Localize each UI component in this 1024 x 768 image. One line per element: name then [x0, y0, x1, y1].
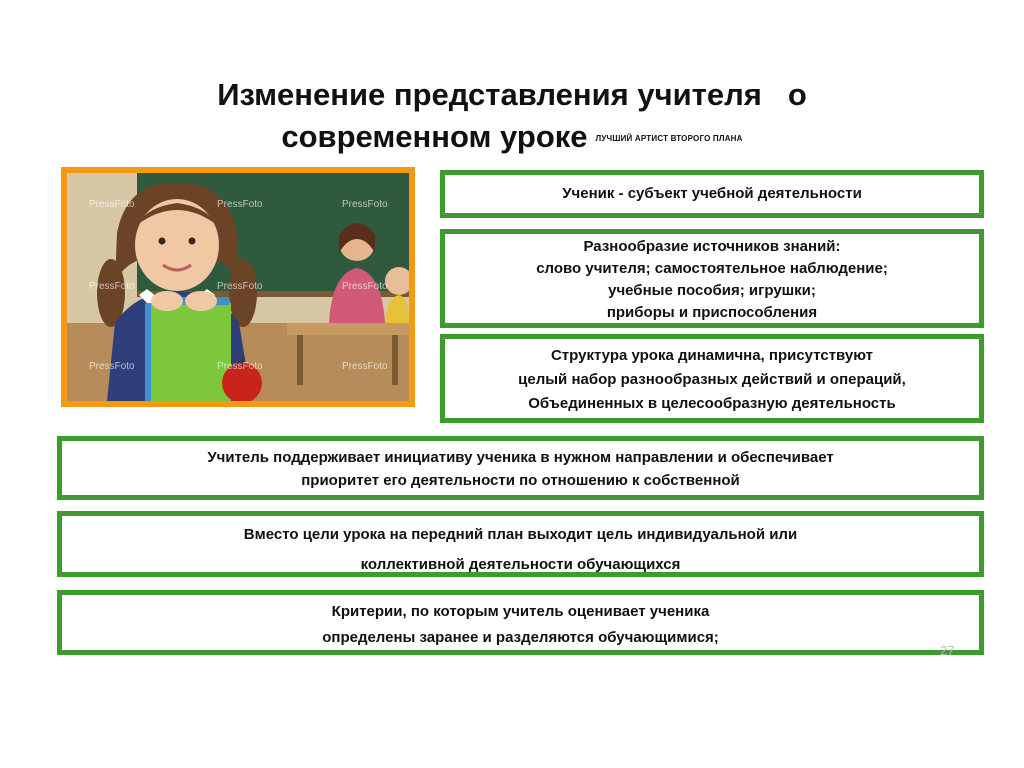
slide-title-line-1 — [0, 76, 1024, 114]
watermark-5: PressFoto — [217, 281, 263, 292]
box-line: учебные пособия; игрушки; — [608, 282, 816, 299]
watermark-4: PressFoto — [89, 281, 135, 292]
title-part-1: Изменение представления учителя — [217, 77, 762, 112]
text-box-student-subject — [440, 170, 984, 218]
box-line: Критерии, по которым учитель оценивает ученика — [331, 603, 710, 620]
classroom-photo — [67, 173, 409, 401]
box-line: коллективной деятельности обучающихся — [360, 556, 681, 573]
text-box-teacher-support — [57, 436, 984, 500]
box-line: Структура урока динамична, присутствуют — [550, 347, 874, 364]
title-subscript: ЛУЧШИЙ АРТИСТ ВТОРОГО ПЛАНА — [595, 133, 743, 143]
classroom-illustration — [67, 173, 409, 401]
text-box-lesson-goal — [57, 511, 984, 577]
box-line: слово учителя; самостоятельное наблюдение; — [536, 260, 888, 277]
watermark-3: PressFoto — [342, 199, 388, 210]
box-line: Вместо цели урока на передний план выходит цель индивидуальной или — [243, 526, 798, 543]
box-line: определены заранее и разделяются обучающимися; — [322, 629, 719, 646]
title-part-2: о — [787, 77, 807, 112]
watermark-8: PressFoto — [217, 361, 263, 372]
watermark-6: PressFoto — [342, 281, 388, 292]
box-line: Учитель поддерживает инициативу ученика в нужном направлении и обеспечивает — [207, 449, 834, 466]
box-line: Разнообразие источников знаний: — [583, 238, 841, 255]
box-line: приоритет его деятельности по отношению к собственной — [301, 472, 740, 489]
box-line: Объединенных в целесообразную деятельность — [528, 395, 896, 412]
slide-title-line-2 — [0, 118, 1024, 158]
box-line: целый набор разнообразных действий и операций, — [518, 371, 906, 388]
watermark-1: PressFoto — [89, 199, 135, 210]
text-box-criteria — [57, 590, 984, 655]
watermark-7: PressFoto — [89, 361, 135, 372]
page-number: 27 — [940, 643, 955, 658]
photo-frame — [61, 167, 415, 407]
box-line: Ученик - субъект учебной деятельности — [562, 185, 862, 202]
box-line: приборы и приспособления — [606, 304, 818, 321]
watermark-9: PressFoto — [342, 361, 388, 372]
watermark-2: PressFoto — [217, 199, 263, 210]
text-box-lesson-structure — [440, 334, 984, 423]
text-box-knowledge-sources — [440, 229, 984, 328]
title-line-2-text: современном уроке — [281, 119, 588, 154]
